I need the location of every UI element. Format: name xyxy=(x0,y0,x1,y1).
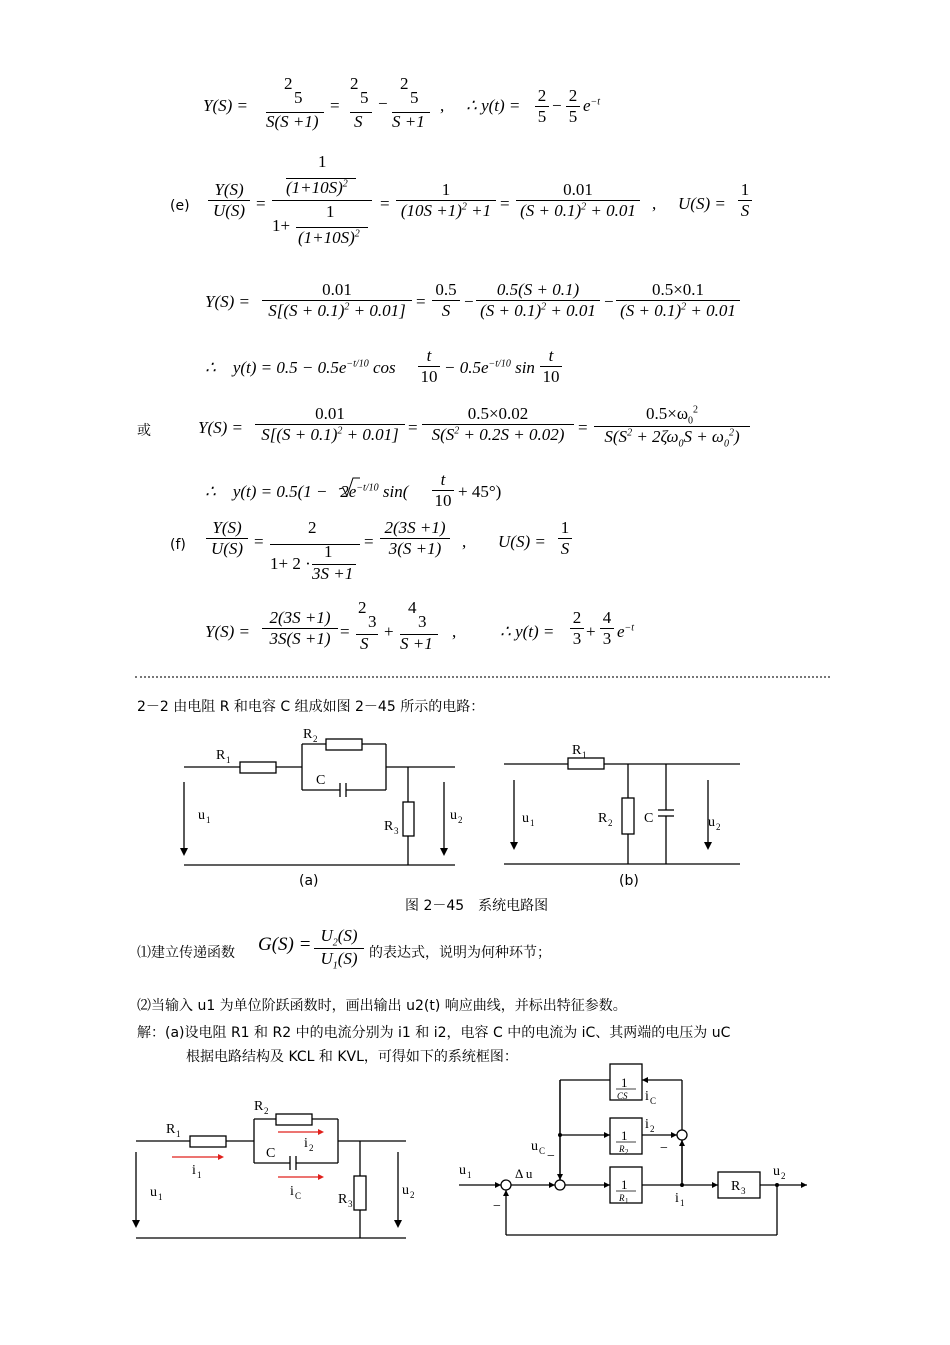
svg-text:2: 2 xyxy=(608,818,613,828)
svg-text:3: 3 xyxy=(741,1186,746,1196)
svg-text:R: R xyxy=(619,1144,625,1154)
svg-text:R: R xyxy=(254,1099,264,1114)
svg-text:C: C xyxy=(266,1146,276,1161)
block-diagram xyxy=(455,1060,825,1250)
svg-text:i: i xyxy=(675,1191,679,1206)
q1-suffix: 的表达式，说明为何种环节； xyxy=(369,945,551,961)
svg-text:1: 1 xyxy=(206,815,211,825)
section-heading: 2－2 由电阻 R 和电容 C 组成如图 2－45 所示的电路： xyxy=(137,699,485,715)
svg-text:1: 1 xyxy=(621,1128,628,1143)
circuit-b xyxy=(500,736,750,876)
svg-text:2: 2 xyxy=(458,815,463,825)
eq-f-us: U(S) = xyxy=(498,532,546,551)
svg-text:1: 1 xyxy=(530,818,535,828)
tag-e: (e) xyxy=(170,198,190,214)
svg-text:u: u xyxy=(522,811,529,826)
svg-text:1: 1 xyxy=(197,1170,202,1180)
eq-d-yt: ∴ y(t) = xyxy=(466,96,521,115)
svg-text:C: C xyxy=(539,1146,546,1156)
sqrt-icon xyxy=(338,476,360,498)
svg-text:R: R xyxy=(166,1122,176,1137)
or-label: 或 xyxy=(137,423,151,439)
svg-text:2: 2 xyxy=(781,1171,786,1181)
dotted-separator xyxy=(135,676,830,678)
svg-text:u: u xyxy=(450,808,457,823)
svg-text:2: 2 xyxy=(264,1106,269,1116)
svg-text:1: 1 xyxy=(582,750,587,760)
svg-text:R: R xyxy=(619,1193,625,1203)
svg-text:2: 2 xyxy=(313,734,318,744)
svg-text:R: R xyxy=(731,1179,741,1194)
q2: ⑵当输入 u1 为单位阶跃函数时，画出输出 u2(t) 响应曲线，并标出特征参数。 xyxy=(137,998,627,1014)
eq-e-compound: 1 $(1+10S)^2$ 1 1+ $(1+10S)^2$ xyxy=(272,152,372,252)
svg-text:u: u xyxy=(198,808,205,823)
svg-text:−: − xyxy=(493,1199,501,1214)
svg-text:1: 1 xyxy=(621,1075,628,1090)
svg-text:1: 1 xyxy=(226,755,231,765)
svg-text:R: R xyxy=(572,743,582,758)
svg-text:C: C xyxy=(295,1191,302,1201)
svg-text:C: C xyxy=(316,773,326,788)
circuit-a-currents xyxy=(130,1090,420,1250)
svg-text:R: R xyxy=(216,748,226,763)
svg-text:u: u xyxy=(402,1183,409,1198)
svg-text:−: − xyxy=(660,1141,668,1156)
svg-text:u: u xyxy=(708,815,715,830)
eq-e-us: U(S) = xyxy=(678,194,726,213)
solution-line2: 根据电路结构及 KCL 和 KVL，可得如下的系统框图： xyxy=(186,1049,518,1065)
svg-text:i: i xyxy=(645,1117,649,1132)
svg-text:u: u xyxy=(773,1164,780,1179)
svg-text:R: R xyxy=(598,811,608,826)
svg-text:1: 1 xyxy=(680,1198,685,1208)
svg-text:1: 1 xyxy=(158,1192,163,1202)
svg-text:u: u xyxy=(459,1163,466,1178)
svg-text:u: u xyxy=(150,1185,157,1200)
svg-text:CS: CS xyxy=(617,1091,628,1101)
svg-text:2: 2 xyxy=(309,1143,314,1153)
svg-text:R: R xyxy=(303,727,313,742)
label-a: (a) xyxy=(299,873,319,889)
svg-text:1: 1 xyxy=(625,1197,629,1205)
svg-text:i: i xyxy=(290,1184,294,1199)
svg-text:u: u xyxy=(531,1139,538,1154)
label-b: (b) xyxy=(619,873,639,889)
svg-text:i: i xyxy=(304,1136,308,1151)
svg-text:2: 2 xyxy=(650,1124,655,1134)
svg-text:R: R xyxy=(384,819,394,834)
svg-text:i: i xyxy=(192,1163,196,1178)
circuit-a xyxy=(170,722,470,892)
q1-prefix: ⑴建立传递函数 xyxy=(137,945,235,961)
svg-text:2: 2 xyxy=(410,1190,415,1200)
svg-text:−: − xyxy=(547,1149,555,1164)
svg-text:R: R xyxy=(338,1192,348,1207)
svg-text:C: C xyxy=(650,1096,657,1106)
svg-text:i: i xyxy=(645,1089,649,1104)
svg-text:1: 1 xyxy=(621,1177,628,1192)
svg-text:1: 1 xyxy=(467,1170,472,1180)
svg-text:1: 1 xyxy=(176,1129,181,1139)
figure-caption: 图 2－45 系统电路图 xyxy=(405,898,549,914)
tag-f: (f) xyxy=(170,537,186,553)
eq-d-lhs: Y(S) = xyxy=(203,96,248,115)
svg-text:3: 3 xyxy=(348,1199,353,1209)
svg-text:2: 2 xyxy=(716,822,721,832)
svg-text:2: 2 xyxy=(625,1148,629,1156)
svg-text:C: C xyxy=(644,811,654,826)
svg-text:3: 3 xyxy=(394,826,399,836)
svg-text:Δ u: Δ u xyxy=(515,1166,533,1181)
solution-line1: 解：(a)设电阻 R1 和 R2 中的电流分别为 i1 和 i2，电容 C 中的电流为 iC、其两端的电压为 uC xyxy=(137,1025,731,1041)
